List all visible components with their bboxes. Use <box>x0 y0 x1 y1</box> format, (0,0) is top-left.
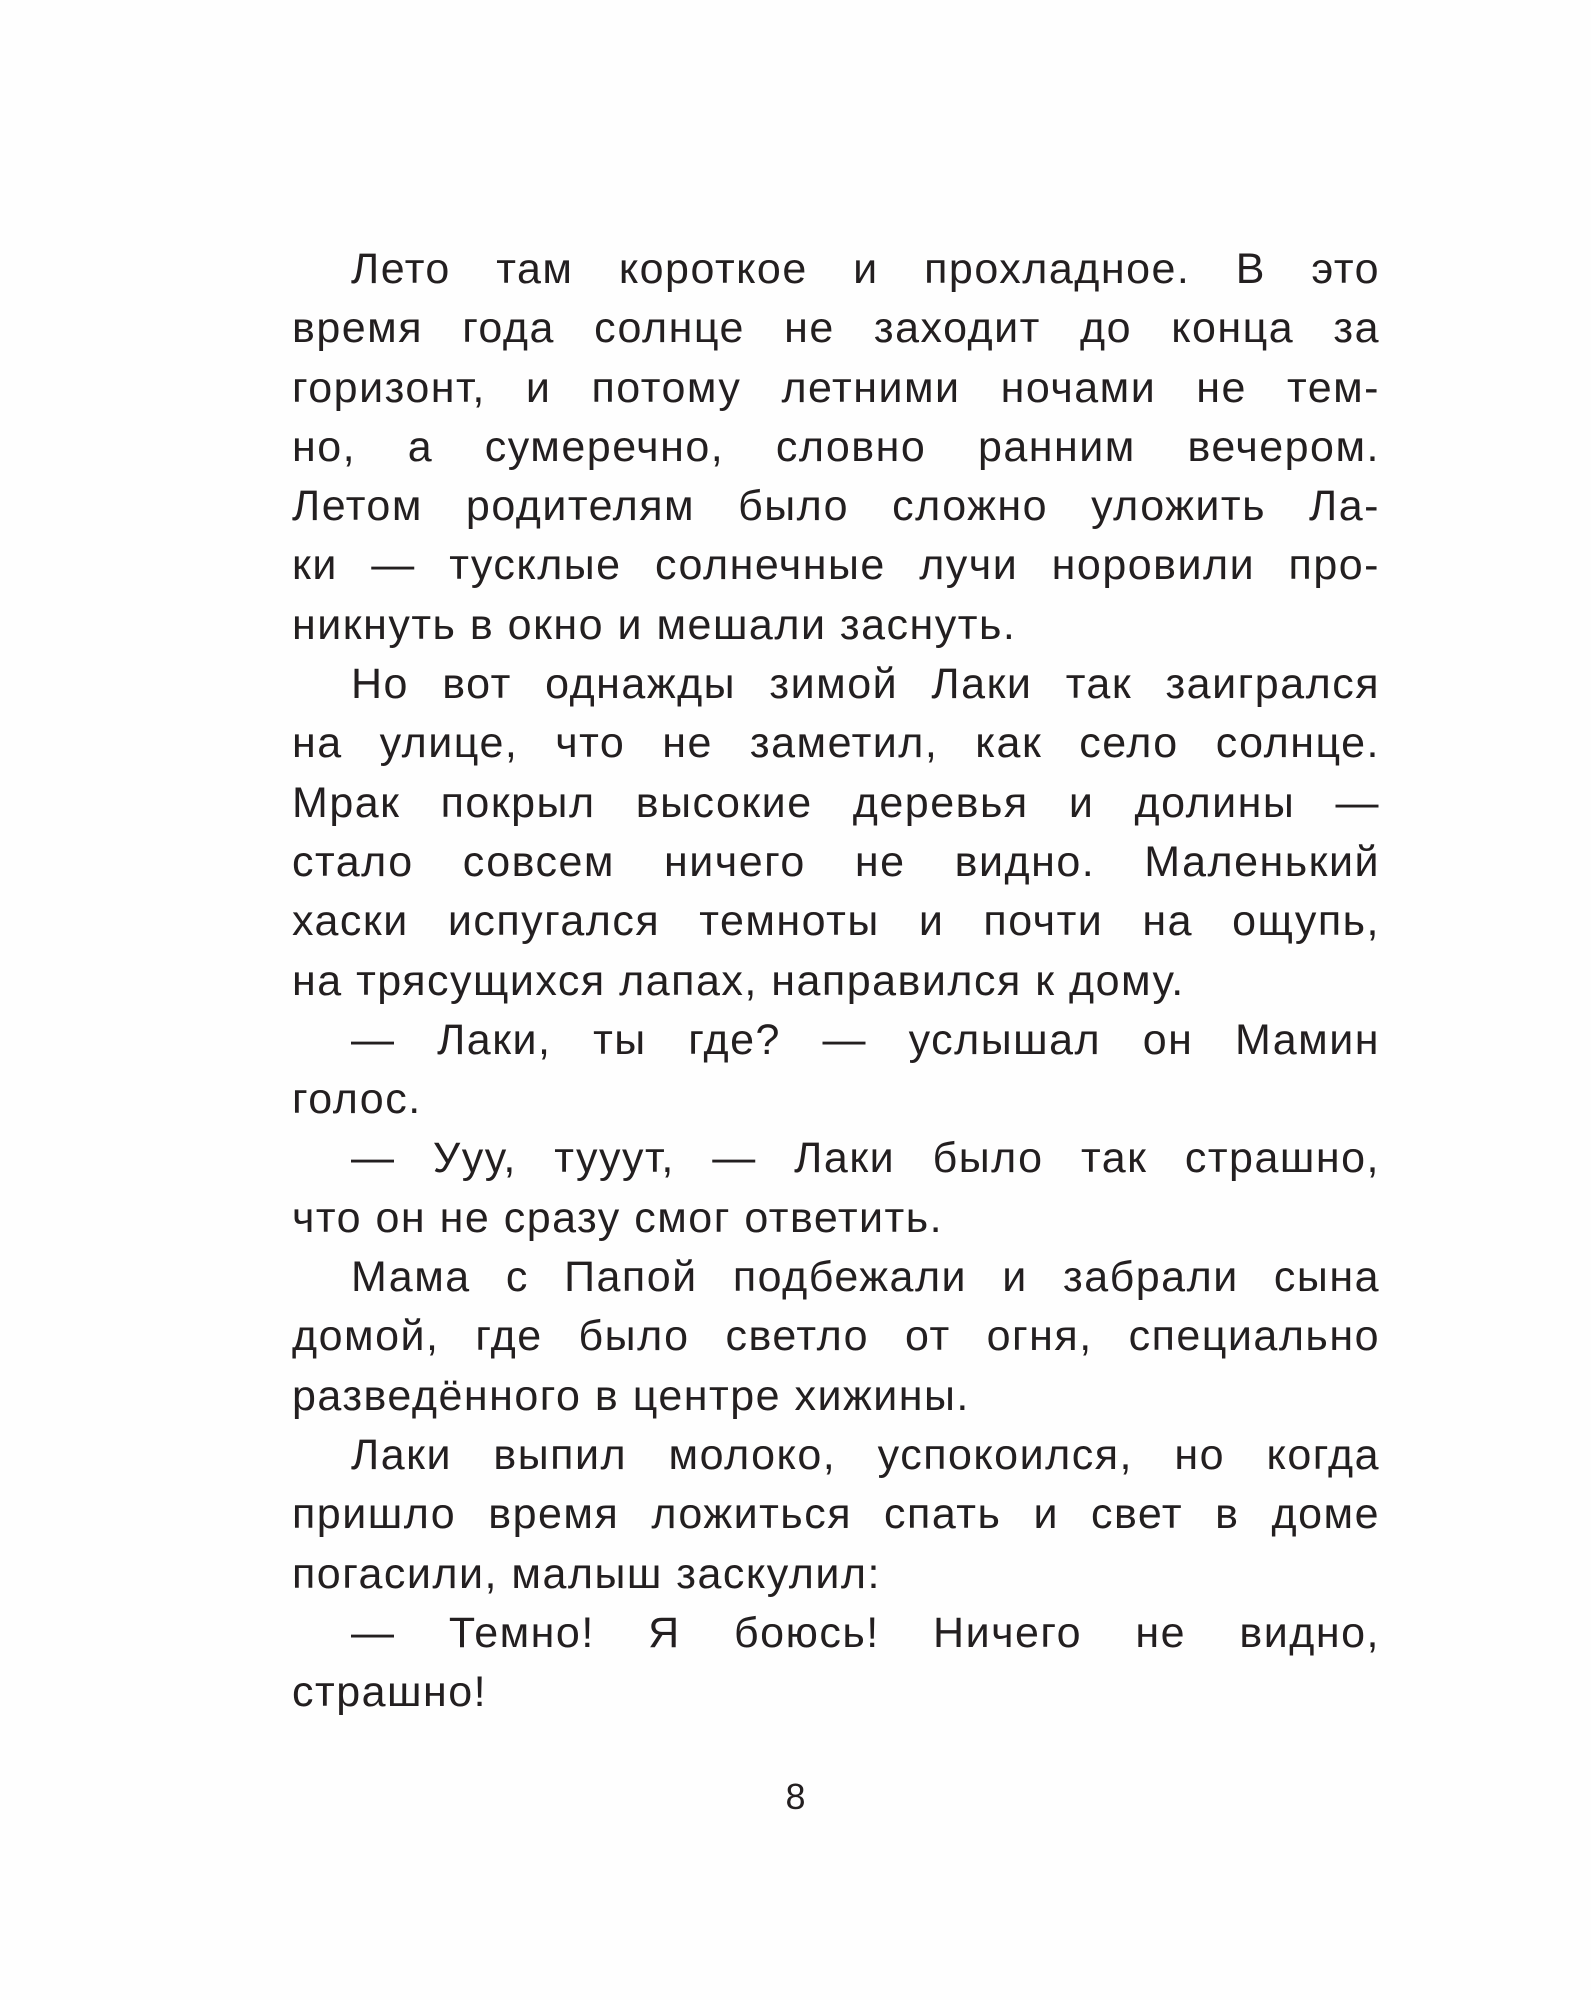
text-line: на трясущихся лапах, направился к дому. <box>292 956 1185 1005</box>
text-line: пришло время ложиться спать и свет в доме <box>292 1490 1380 1539</box>
text-line: никнуть в окно и мешали заснуть. <box>292 600 1017 649</box>
paragraph-6 <box>292 1426 1380 1604</box>
paragraph-3 <box>292 1011 1380 1130</box>
text-line: — Темно! Я боюсь! Ничего не видно, <box>351 1608 1380 1657</box>
text-line: горизонт, и потому летними ночами не тем- <box>292 363 1380 412</box>
text-line: страшно! <box>292 1668 488 1717</box>
text-line: погасили, малыш заскулил: <box>292 1549 881 1598</box>
text-line: Но вот однажды зимой Лаки так заигрался <box>351 660 1380 709</box>
text-line: — Ууу, тууут, — Лаки было так страшно, <box>351 1134 1380 1183</box>
text-line: на улице, что не заметил, как село солнце. <box>292 719 1380 768</box>
text-line: ки — тусклые солнечные лучи норовили про- <box>292 541 1380 590</box>
paragraph-5 <box>292 1248 1380 1426</box>
text-line: но, а сумеречно, словно ранним вечером. <box>292 422 1380 471</box>
text-line: домой, где было светло от огня, специально <box>292 1312 1380 1361</box>
text-line: что он не сразу смог ответить. <box>292 1193 944 1242</box>
text-line: Летом родителям было сложно уложить Ла- <box>292 482 1380 531</box>
text-line: Мама с Папой подбежали и забрали сына <box>351 1253 1380 1302</box>
story-text <box>292 240 1380 1722</box>
text-line: — Лаки, ты где? — услышал он Мамин <box>351 1015 1380 1064</box>
text-line: разведённого в центре хижины. <box>292 1371 970 1420</box>
page-number: 8 <box>785 1776 806 1817</box>
paragraph-2 <box>292 655 1380 1011</box>
text-line: Лето там короткое и прохладное. В это <box>351 245 1380 293</box>
text-line: время года солнце не заходит до конца за <box>292 304 1380 353</box>
paragraph-4 <box>292 1129 1380 1248</box>
text-line: хаски испугался темноты и почти на ощупь, <box>292 897 1380 946</box>
paragraph-7 <box>292 1604 1380 1723</box>
text-line: голос. <box>292 1075 422 1124</box>
paragraph-1 <box>292 240 1380 655</box>
text-line: Лаки выпил молоко, успокоился, но когда <box>351 1430 1380 1479</box>
text-line: Мрак покрыл высокие деревья и долины — <box>292 778 1380 827</box>
text-line: стало совсем ничего не видно. Маленький <box>292 837 1380 886</box>
